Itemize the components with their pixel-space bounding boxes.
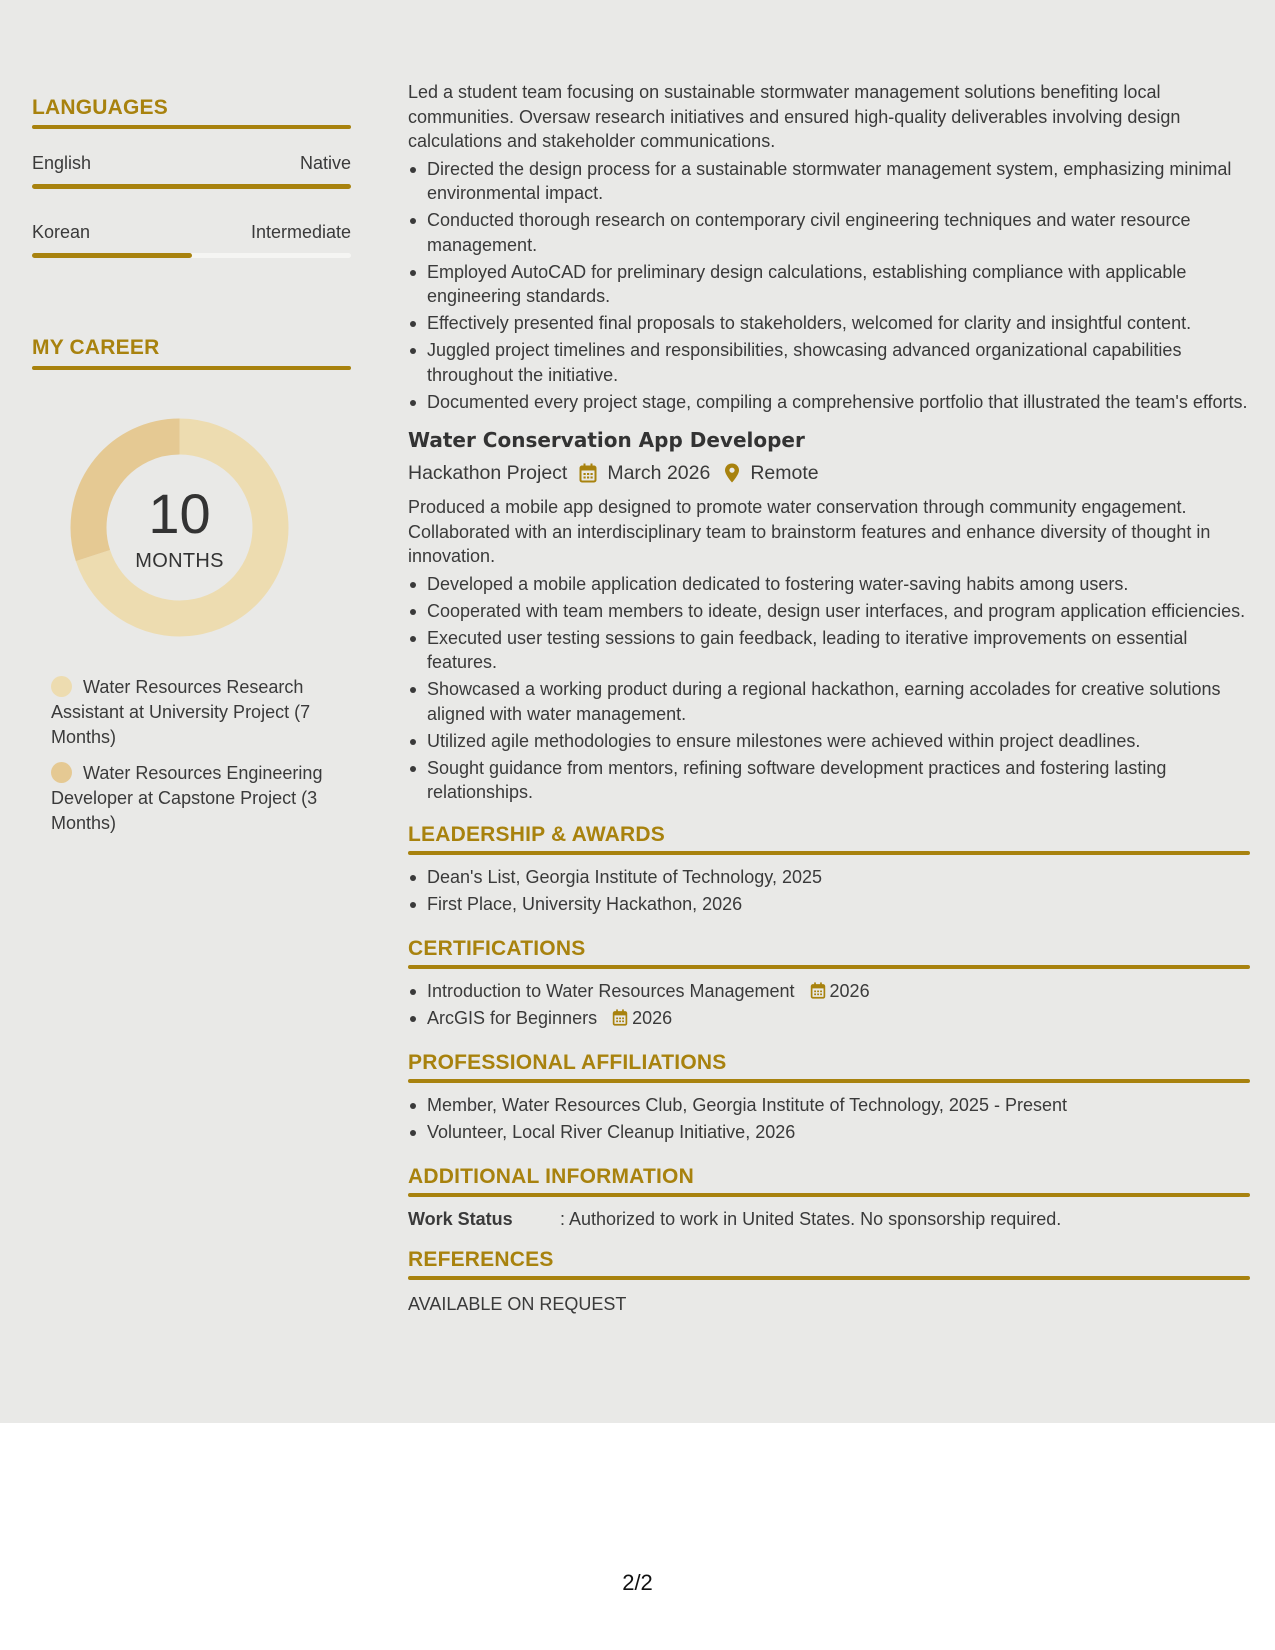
section-rule [408, 965, 1250, 969]
language-name: Korean [32, 222, 91, 242]
list-item: Directed the design process for a sustainable stormwater management system, emphasizing minimal environmental impact. [408, 157, 1250, 206]
job-title: Water Conservation App Developer [408, 428, 805, 452]
references-text: AVAILABLE ON REQUEST [408, 1294, 627, 1314]
job-org: Hackathon Project [408, 461, 568, 484]
job-location: Remote [750, 461, 819, 484]
work-status-value: : Authorized to work in United States. No sponsorship required. [560, 1209, 1062, 1229]
additional-title: ADDITIONAL INFORMATION [408, 1164, 694, 1188]
legend-dot-icon [51, 676, 72, 697]
cert-name: ArcGIS for Beginners [427, 1008, 598, 1028]
additional-section [408, 1165, 1250, 1232]
calendar-icon [810, 982, 826, 999]
list-item: Effectively presented final proposals to stakeholders, welcomed for clarity and insightful content. [408, 311, 1250, 336]
legend-dot-icon [51, 762, 72, 783]
language-bar-fill [32, 253, 192, 258]
work-status-label: Work Status [408, 1209, 513, 1229]
leadership-list [408, 865, 1250, 917]
affiliations-title: PROFESSIONAL AFFILIATIONS [408, 1050, 727, 1074]
experience-intro: Led a student team focusing on sustainable stormwater management solutions benefiting local communities. Oversaw research initiatives and ensured high-quality deliverables involving design calculations and stakeholder communications. [408, 82, 1181, 151]
section-rule [408, 1276, 1250, 1280]
career-legend-item [51, 761, 351, 836]
list-item: Sought guidance from mentors, refining software development practices and fostering lasting relationships. [408, 756, 1250, 805]
affiliations-list [408, 1093, 1250, 1145]
list-item: Juggled project timelines and responsibilities, showcasing advanced organizational capabilities throughout the initiative. [408, 338, 1250, 387]
cert-year: 2026 [632, 1008, 673, 1028]
certifications-list [408, 979, 1250, 1031]
calendar-icon [579, 463, 597, 483]
list-item [408, 1006, 1250, 1031]
references-section [408, 1248, 1250, 1317]
career-total-value: 10 [148, 482, 211, 545]
experience-bullets [408, 157, 1250, 415]
location-pin-icon [724, 463, 740, 483]
job-bullets [408, 572, 1250, 805]
affiliations-section [408, 1051, 1250, 1145]
list-item: Utilized agile methodologies to ensure milestones were achieved within project deadlines. [408, 729, 1250, 754]
job-date: March 2026 [607, 461, 711, 484]
list-item: Employed AutoCAD for preliminary design calculations, establishing compliance with applicable engineering standards. [408, 260, 1250, 309]
job-meta [408, 461, 1250, 486]
language-bar-english [32, 184, 351, 189]
legend-label: Water Resources Research Assistant at University Project (7 Months) [51, 677, 311, 747]
cert-name: Introduction to Water Resources Management [427, 981, 795, 1001]
work-status-row [408, 1207, 1250, 1232]
certifications-section [408, 937, 1250, 1031]
language-row-korean [32, 222, 351, 243]
career-legend-item [51, 675, 351, 750]
language-bar-korean [32, 253, 351, 258]
certifications-title: CERTIFICATIONS [408, 936, 586, 960]
calendar-icon [612, 1009, 628, 1026]
list-item: Executed user testing sessions to gain feedback, leading to iterative improvements on essential features. [408, 626, 1250, 675]
career-total-unit: MONTHS [135, 550, 224, 572]
references-title: REFERENCES [408, 1247, 554, 1271]
career-title: MY CAREER [32, 336, 160, 359]
right-column [408, 80, 1250, 1317]
list-item: First Place, University Hackathon, 2026 [408, 892, 1250, 917]
language-level: Native [299, 153, 351, 173]
languages-rule [32, 125, 351, 129]
section-rule [408, 1079, 1250, 1083]
languages-title: LANGUAGES [32, 96, 168, 119]
language-name: English [32, 153, 92, 173]
job-summary: Produced a mobile app designed to promote water conservation through community engagement. Collaborated with an interdisciplinary team to brainstorm features and enhance diversity of thought in innovation. [408, 497, 1211, 566]
career-donut-center [67, 415, 292, 640]
page-number: 2/2 [622, 1570, 653, 1595]
section-rule [408, 851, 1250, 855]
list-item: Member, Water Resources Club, Georgia Institute of Technology, 2025 - Present [408, 1093, 1250, 1118]
list-item [408, 979, 1250, 1004]
legend-label: Water Resources Engineering Developer at Capstone Project (3 Months) [51, 763, 323, 833]
list-item: Showcased a working product during a regional hackathon, earning accolades for creative solutions aligned with water management. [408, 677, 1250, 726]
leadership-title: LEADERSHIP & AWARDS [408, 822, 665, 846]
list-item: Dean's List, Georgia Institute of Technology, 2025 [408, 865, 1250, 890]
language-bar-fill [32, 184, 351, 189]
language-level: Intermediate [250, 222, 351, 242]
list-item: Cooperated with team members to ideate, design user interfaces, and program application efficiencies. [408, 599, 1250, 624]
career-rule [32, 366, 351, 370]
cert-year: 2026 [829, 981, 870, 1001]
list-item: Conducted thorough research on contemporary civil engineering techniques and water resource management. [408, 208, 1250, 257]
list-item: Developed a mobile application dedicated to fostering water-saving habits among users. [408, 572, 1250, 597]
list-item: Volunteer, Local River Cleanup Initiative, 2026 [408, 1120, 1250, 1145]
language-row-english [32, 153, 351, 174]
list-item: Documented every project stage, compiling a comprehensive portfolio that illustrated the team's efforts. [408, 390, 1250, 415]
leadership-section [408, 823, 1250, 917]
section-rule [408, 1193, 1250, 1197]
